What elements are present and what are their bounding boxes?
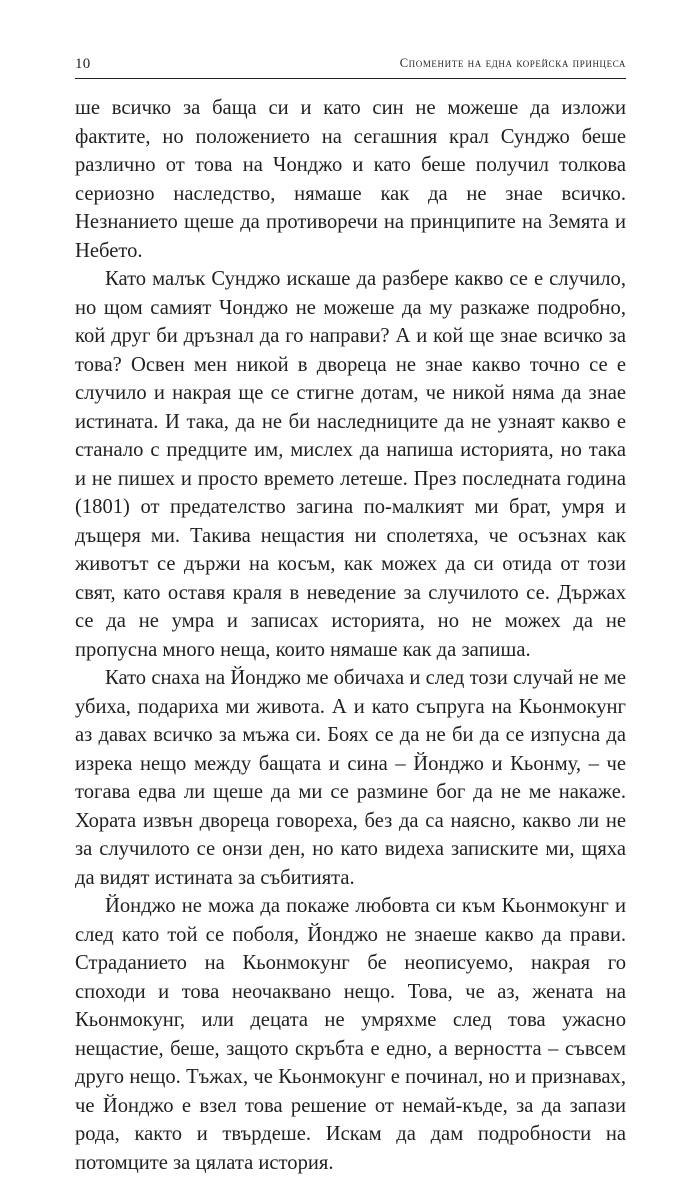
running-header <box>75 52 626 74</box>
paragraph-4: Йонджо не можа да покаже любовта си към Кьонмокунг и след като той се поболя, Йонджо не знаеше какво да прави. Страданието на Кьонмокунг бе неописуемо, накрая го споходи и това неочаквано нещо. Това, че аз, жената на Кьонмокунг, или децата не умряхме след това ужасно нещастие, беше, защото скръбта е едно, а верността – съвсем друго нещо. Тъжах, че Кьонмокунг е починал, но и признавах, че Йонджо е взел това решение от немай-къде, за да запази рода, както и твърдеше. Искам да дам подробности на потомците за цялата история. <box>75 895 626 1174</box>
paragraph-1: ше всичко за баща си и като син не можеше да изложи фактите, но положението на сегашния крал Сунджо беше различно от това на Чонджо и като беше получил толкова сериозно наследство, нямаше как да не знае всичко. Незнанието щеше да противоречи на принципите на Земята и Небето. <box>75 97 626 262</box>
book-title: Спомените на една корейска принцеса <box>399 56 626 70</box>
paragraph-3: Като снаха на Йонджо ме обичаха и след този случай не ме убиха, подариха ми живота. А и като съпруга на Кьонмокунг аз давах всичко за мъжа си. Боях се да не би да се изпусна да изрека нещо между бащата и сина – Йонджо и Кьонму, – че тогава едва ли щеше да ми се размине бог да не ме накаже. Хората извън двореца говореха, без да са наясно, какво ли не за случилото се онзи ден, но като видеха записките ми, щяха да видят истината за събитията. <box>75 667 626 889</box>
body-text <box>75 94 626 1177</box>
page-number: 10 <box>75 56 91 72</box>
paragraph-2: Като малък Сунджо искаше да разбере какво се е случило, но щом самият Чонджо не можеше да му разкаже подробно, кой друг би дръзнал да го направи? А и кой ще знае всичко за това? Освен мен никой в двореца не знае какво точно се е случило и накрая ще се стигне дотам, че никой няма да знае истината. И така, да не би наследниците да не узнаят какво е станало с предците им, мислех да напиша историята, но така и не пишех и просто времето летеше. През последната година (1801) от предателство загина по-малкият ми брат, умря и дъщеря ми. Такива нещастия ни сполетяха, че осъзнах как животът се държи на косъм, как можех да си отида от този свят, като оставя краля в неведение за случилото се. Държах се да не умра и записах историята, но не можех да не пропусна много неща, които нямаше как да запиша. <box>75 268 626 661</box>
header-rule <box>75 78 626 79</box>
